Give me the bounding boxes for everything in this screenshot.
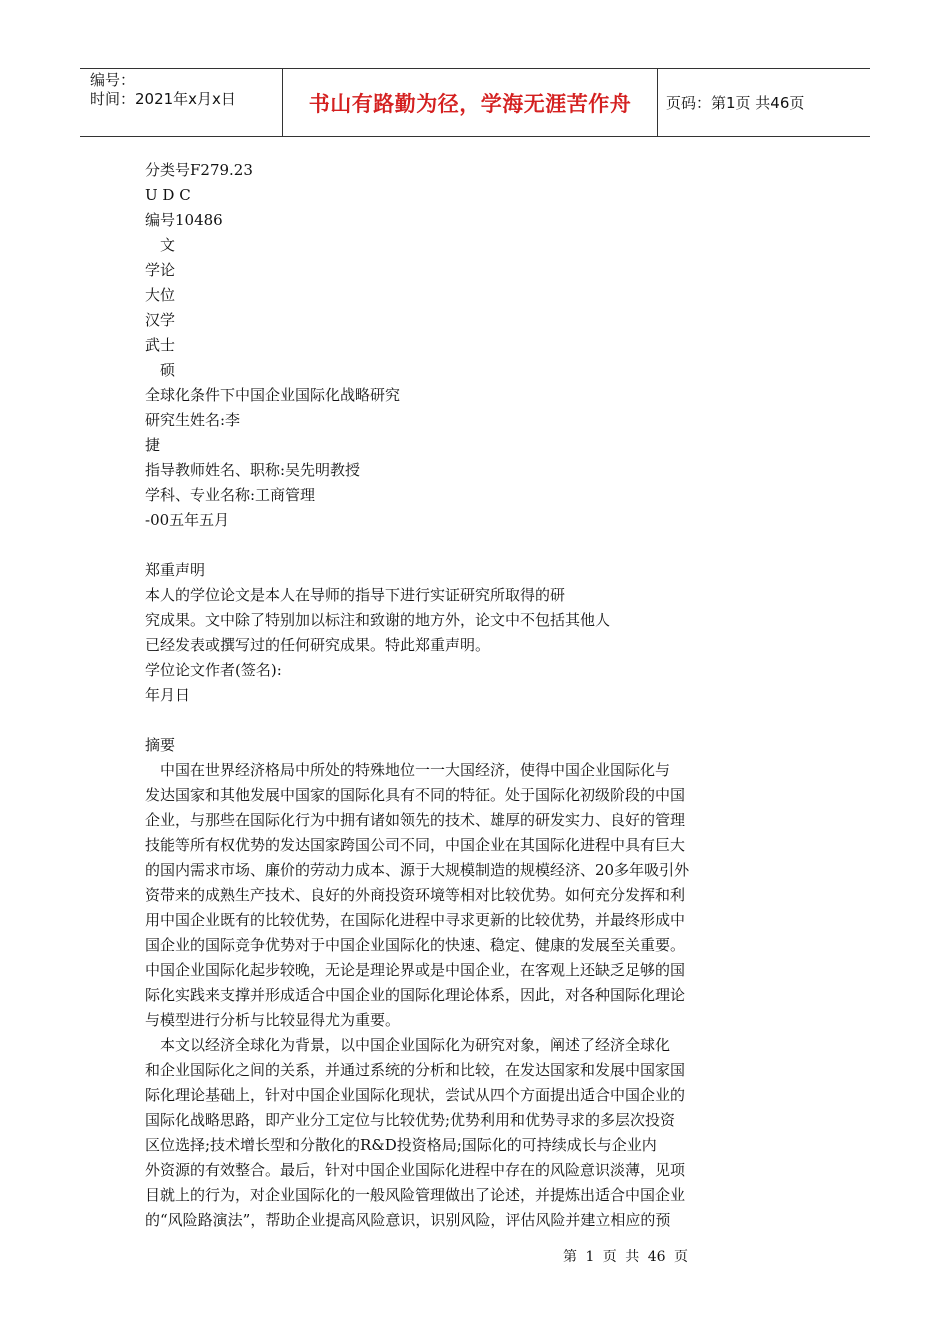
meta-line: 捷 (145, 436, 161, 454)
abstract-line: 的国内需求市场、廉价的劳动力成本、源于大规模制造的规模经济、20多年吸引外 (145, 861, 690, 879)
declaration-heading: 郑重声明 (145, 561, 206, 579)
header-left-cell (80, 69, 282, 136)
declaration-line: 已经发表或撰写过的任何研究成果。特此郑重声明。 (145, 636, 491, 654)
time-label: 时间：2021年x月x日 (90, 90, 236, 108)
document-body (145, 158, 725, 1233)
abstract-line: 与模型进行分析与比较显得尤为重要。 (145, 1011, 401, 1029)
meta-line: 汉学 (145, 311, 176, 329)
meta-line: 文 (145, 236, 176, 254)
abstract-line: 外资源的有效整合。最后，针对中国企业国际化进程中存在的风险意识淡薄，见项 (145, 1161, 686, 1179)
abstract-line: 中国企业国际化起步较晚，无论是理论界或是中国企业，在客观上还缺乏足够的国 (145, 961, 686, 979)
meta-line: 大位 (145, 286, 176, 304)
abstract-line: 技能等所有权优势的发达国家跨国公司不同，中国企业在其国际化进程中具有巨大 (145, 836, 686, 854)
meta-line: U D C (145, 186, 191, 204)
meta-block (145, 158, 725, 533)
abstract-line: 际化理论基础上，针对中国企业国际化现状，尝试从四个方面提出适合中国企业的 (145, 1086, 686, 1104)
abstract-line: 际化实践来支撑并形成适合中国企业的国际化理论体系，因此，对各种国际化理论 (145, 986, 686, 1004)
abstract-line: 资带来的成熟生产技术、良好的外商投资环境等相对比较优势。如何充分发挥和利 (145, 886, 686, 904)
meta-line: 硕 (145, 361, 176, 379)
declaration-line: 本人的学位论文是本人在导师的指导下进行实证研究所取得的研 (145, 586, 566, 604)
abstract-line: 的“风险路演法”，帮助企业提高风险意识，识别风险，评估风险并建立相应的预 (145, 1211, 671, 1229)
abstract-line: 用中国企业既有的比较优势，在国际化进程中寻求更新的比较优势，并最终形成中 (145, 911, 686, 929)
declaration-block (145, 558, 725, 708)
abstract-line: 发达国家和其他发展中国家的国际化具有不同的特征。处于国际化初级阶段的中国 (145, 786, 686, 804)
declaration-line: 究成果。文中除了特别加以标注和致谢的地方外，论文中不包括其他人 (145, 611, 611, 629)
abstract-line: 国际化战略思路，即产业分工定位与比较优势;优势利用和优势寻求的多层次投资 (145, 1111, 676, 1129)
header-page-info: 页码：第1页 共46页 (666, 94, 805, 112)
abstract-line: 目就上的行为，对企业国际化的一般风险管理做出了论述，并提炼出适合中国企业 (145, 1186, 686, 1204)
meta-line: 分类号F279.23 (145, 161, 253, 179)
abstract-line: 本文以经济全球化为背景，以中国企业国际化为研究对象，阐述了经济全球化 (145, 1036, 671, 1054)
abstract-line: 和企业国际化之间的关系，并通过系统的分析和比较，在发达国家和发展中国家国 (145, 1061, 686, 1079)
meta-line: -00五年五月 (145, 511, 230, 529)
meta-line: 研究生姓名:李 (145, 411, 241, 429)
header-motto: 书山有路勤为径，学海无涯苦作舟 (282, 69, 658, 136)
page-header (80, 68, 870, 137)
thesis-title: 全球化条件下中国企业国际化战略研究 (145, 386, 401, 404)
meta-line: 编号10486 (145, 211, 223, 229)
number-label: 编号： (90, 71, 136, 89)
abstract-line: 区位选择;技术增长型和分散化的R&D投资格局;国际化的可持续成长与企业内 (145, 1136, 657, 1154)
meta-line: 指导教师姓名、职称:吴先明教授 (145, 461, 361, 479)
abstract-line: 中国在世界经济格局中所处的特殊地位一一大国经济，使得中国企业国际化与 (145, 761, 671, 779)
meta-line: 学论 (145, 261, 176, 279)
page-footer: 第 1 页 共 46 页 (563, 1249, 688, 1265)
abstract-heading: 摘要 (145, 736, 176, 754)
abstract-line: 企业，与那些在国际化行为中拥有诸如领先的技术、雄厚的研发实力、良好的管理 (145, 811, 686, 829)
meta-line: 武士 (145, 336, 176, 354)
abstract-block (145, 733, 725, 1233)
declaration-line: 学位论文作者(签名): (145, 661, 282, 679)
abstract-line: 国企业的国际竞争优势对于中国企业国际化的快速、稳定、健康的发展至关重要。 (145, 936, 686, 954)
meta-line: 学科、专业名称:工商管理 (145, 486, 316, 504)
declaration-line: 年月日 (145, 686, 191, 704)
